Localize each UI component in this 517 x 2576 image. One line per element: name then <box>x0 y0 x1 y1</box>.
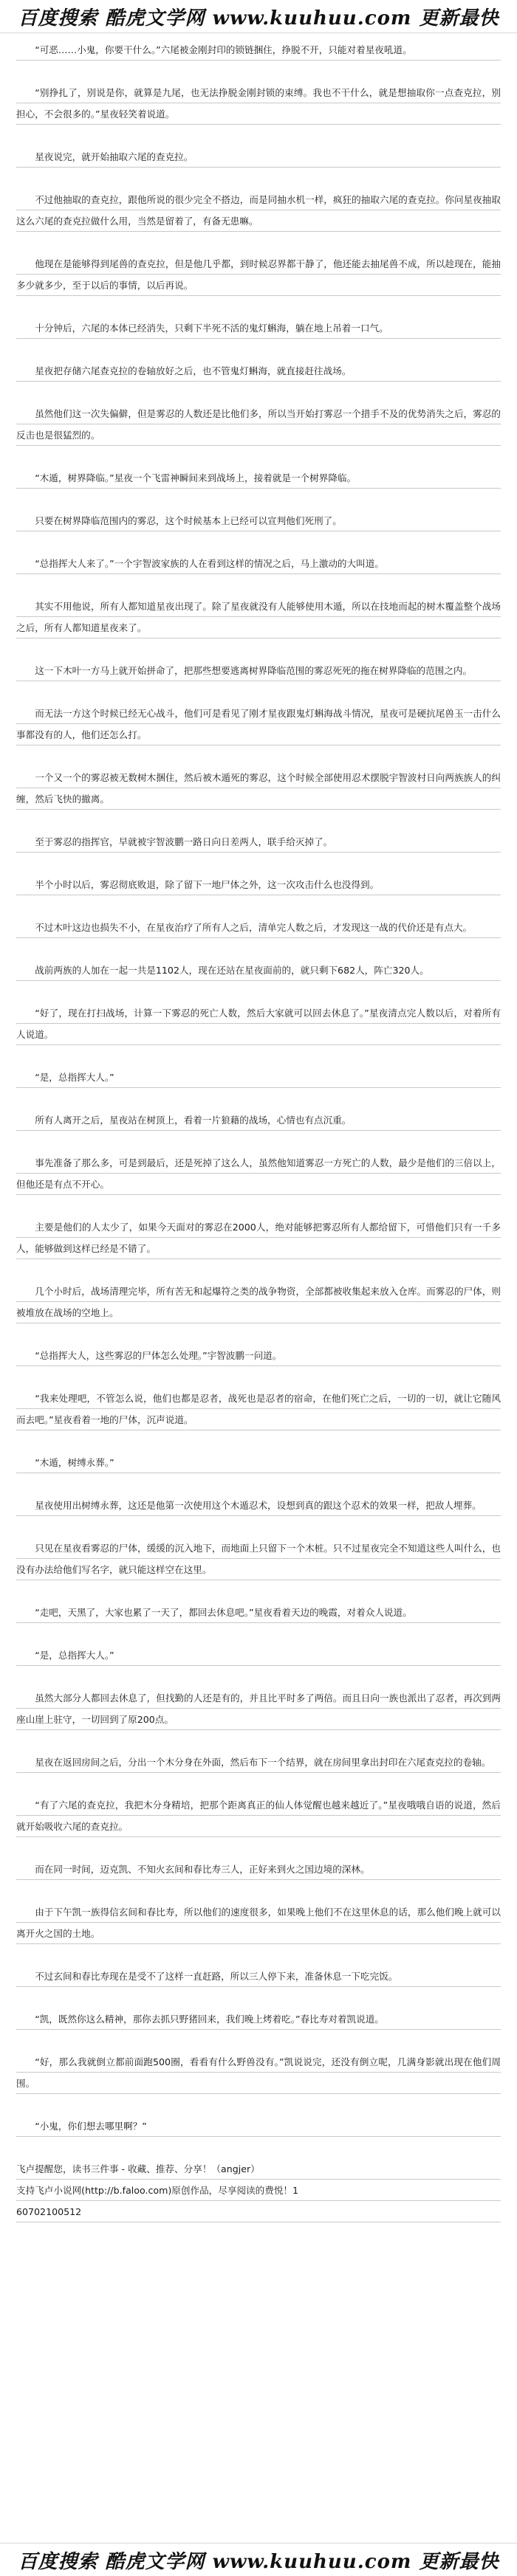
paragraph: “好了，现在打扫战场，计算一下雾忍的死亡人数，然后大家就可以回去休息了。”星夜清点完人数以后，对着所有人说道。 <box>16 1002 501 1045</box>
paragraph: 他现在是能够得到尾兽的查克拉，但是他几乎都，到时候忍界都干静了，他还能去抽尾兽不成，所以趁现在，能抽多少就多少，至于以后的事情，以后再说。 <box>16 253 501 296</box>
support-notice: 支持飞卢小说网(http://b.faloo.com)原创作品，尽享阅读的费悦！1 <box>16 2185 299 2196</box>
paragraph: 不过他抽取的查克拉，跟他所说的很少完全不搭边，而是同抽水机一样，疯狂的抽取六尾的查克拉。你问星夜抽取这么六尾的查克拉做什么用，当然是留着了，有备无患嘛。 <box>16 189 501 232</box>
paragraph: “我来处理吧，不管怎么说，他们也都是忍者，战死也是忍者的宿命，在他们死亡之后，一切的一切，就让它随风而去吧。”星夜看着一地的尸体，沉声说道。 <box>16 1388 501 1430</box>
paragraph: “可恶……小鬼，你要干什么。”六尾被金刚封印的锁链捆住，挣脱不开，只能对着星夜吼道。 <box>16 39 501 61</box>
reading-reminder: 飞卢提醒您，读书三件事 - 收藏、推荐、分享！（angjer） <box>16 2163 260 2174</box>
paragraph: 而在同一时间，迈克凯、不知火玄间和春比寿三人，正好来到火之国边境的深林。 <box>16 1859 501 1880</box>
chapter-body <box>0 33 517 2222</box>
paragraph: 这一下木叶一方马上就开始拼命了，把那些想要逃离树界降临范围的雾忍死死的拖在树界降临的范围之内。 <box>16 660 501 681</box>
site-banner-text: 百度搜索 酷虎文学网 www.kuuhuu.com 更新最快 <box>18 2550 499 2573</box>
site-banner-text: 百度搜索 酷虎文学网 www.kuuhuu.com 更新最快 <box>18 7 499 30</box>
paragraph: 星夜说完，就开始抽取六尾的查克拉。 <box>16 146 501 168</box>
paragraph: 虽然他们这一次失偏僻，但是雾忍的人数还是比他们多，所以当开始打雾忍一个措手不及的优势消失之后，雾忍的反击也是很猛烈的。 <box>16 403 501 446</box>
paragraph: “有了六尾的查克拉，我把木分身精培，把那个距离真正的仙人体觉醒也越来越近了。”星夜哦哦自语的说道，然后就开始吸收六尾的查克拉。 <box>16 1794 501 1837</box>
chapter-footer <box>16 2158 501 2222</box>
paragraph: 主要是他们的人太少了，如果今天面对的雾忍在2000人，绝对能够把雾忍所有人都给留下，可惜他们只有一千多人，能够做到这样已经是不错了。 <box>16 1216 501 1259</box>
paragraph: “别挣扎了，别说是你，就算是九尾，也无法挣脱金刚封锁的束缚。我也不干什么，就是想抽取你一点查克拉，别担心，不会很多的。”星夜轻笑着说道。 <box>16 82 501 125</box>
paragraph: 而无法一方这个时候已经无心战斗，他们可是看见了刚才星夜跟鬼灯蝌海战斗情况，星夜可是硬抗尾兽玉一击什么事都没有的人，他们还怎么打。 <box>16 703 501 745</box>
site-banner-bottom <box>0 2543 517 2576</box>
paragraph: “凯，既然你这么精神，那你去抓只野猪回来，我们晚上烤着吃。”春比寿对着凯说道。 <box>16 2008 501 2030</box>
paragraph: 一个又一个的雾忍被无数树木捆住，然后被木遁死的雾忍，这个时候全部使用忍术摆脱宇智波村日向两族族人的纠缠，然后飞快的撤离。 <box>16 767 501 810</box>
paragraph: “木遁，树缚永葬。” <box>16 1452 501 1473</box>
paragraph: 不过木叶这边也损失不小，在星夜治疗了所有人之后，清单完人数之后，才发现这一战的代价还是有点大。 <box>16 917 501 938</box>
paragraph: 几个小时后，战场清理完毕，所有苦无和起爆符之类的战争物资，全部都被收集起来放入仓库。而雾忍的尸体，则被堆放在战场的空地上。 <box>16 1281 501 1323</box>
paragraph: “好，那么我就倒立都前面跑500圈，看看有什么野兽没有。”凯说说完，还没有倒立呢，几满身影就出现在他们周围。 <box>16 2051 501 2094</box>
paragraph: 由于下午凯一族得信玄间和春比寿，所以他们的速度很多，如果晚上他们不在这里休息的话，那么他们晚上就可以离开火之国的土地。 <box>16 1901 501 1944</box>
paragraph: 只见在星夜看雾忍的尸体，缓缓的沉入地下，而地面上只留下一个木桩。只不过星夜完全不知道这些人叫什么，也没有办法给他们写名字，就只能这样空在这里。 <box>16 1537 501 1580</box>
paragraph: “木遁，树界降临。”星夜一个飞雷神瞬间来到战场上，接着就是一个树界降临。 <box>16 467 501 489</box>
paragraph: “是，总指挥大人。” <box>16 1645 501 1666</box>
reference-code: 60702100512 <box>16 2206 82 2217</box>
paragraph: “总指挥大人来了。”一个宇智波家族的人在看到这样的情况之后，马上激动的大叫道。 <box>16 553 501 574</box>
paragraph: 战前两族的人加在一起一共是1102人，现在还站在星夜面前的，就只剩下682人，阵亡320人。 <box>16 960 501 981</box>
paragraph: 虽然大部分人都回去休息了，但找勤的人还是有的，并且比平时多了两倍。而且日向一族也派出了忍者，再次到两座山崖上驻守，一切回到了原200点。 <box>16 1687 501 1730</box>
paragraph: “走吧，天黑了，大家也累了一天了，都回去休息吧。”星夜看着天边的晚霞，对着众人说道。 <box>16 1602 501 1623</box>
paragraph: 不过玄间和春比寿现在是受不了这样一直赶路，所以三人停下来，准备休息一下吃完饭。 <box>16 1966 501 1987</box>
paragraph: 星夜把存储六尾查克拉的卷轴放好之后，也不管鬼灯蝌海，就直接赶往战场。 <box>16 360 501 382</box>
paragraph: 其实不用他说，所有人都知道星夜出现了。除了星夜就没有人能够使用木遁，所以在技地而起的树木覆盖整个战场之后，所有人都知道星夜来了。 <box>16 596 501 638</box>
paragraph: 星夜在返回房间之后，分出一个木分身在外面，然后布下一个结界，就在房间里拿出封印在六尾查克拉的卷轴。 <box>16 1752 501 1773</box>
site-banner-top <box>0 0 517 33</box>
paragraph: 所有人离开之后，星夜站在树顶上，看着一片狼藉的战场，心情也有点沉重。 <box>16 1109 501 1131</box>
paragraph: 事先准备了那么多，可是到最后，还是死掉了这么人，虽然他知道雾忍一方死亡的人数，最少是他们的三倍以上，但他还是有点不开心。 <box>16 1152 501 1195</box>
paragraph: 至于雾忍的指挥官，早就被宇智波鹏一路日向日差两人，联手给灭掉了。 <box>16 831 501 853</box>
paragraph: “小鬼，你们想去哪里啊？” <box>16 2115 501 2137</box>
paragraph: 星夜使用出树缚永葬，这还是他第一次使用这个木遁忍术，设想到真的跟这个忍术的效果一样，把敌人埋葬。 <box>16 1495 501 1516</box>
paragraph: 半个小时以后，雾忍彻底败退，除了留下一地尸体之外，这一次攻击什么也没得到。 <box>16 874 501 895</box>
paragraph: 十分钟后，六尾的本体已经消失，只剩下半死不活的鬼灯蝌海，躺在地上吊着一口气。 <box>16 317 501 339</box>
paragraph: “是，总指挥大人。” <box>16 1067 501 1088</box>
paragraph: 只要在树界降临范围内的雾忍，这个时候基本上已经可以宣判他们死刑了。 <box>16 510 501 531</box>
paragraph: “总指挥大人，这些雾忍的尸体怎么处理。”宇智波鹏一问道。 <box>16 1345 501 1366</box>
